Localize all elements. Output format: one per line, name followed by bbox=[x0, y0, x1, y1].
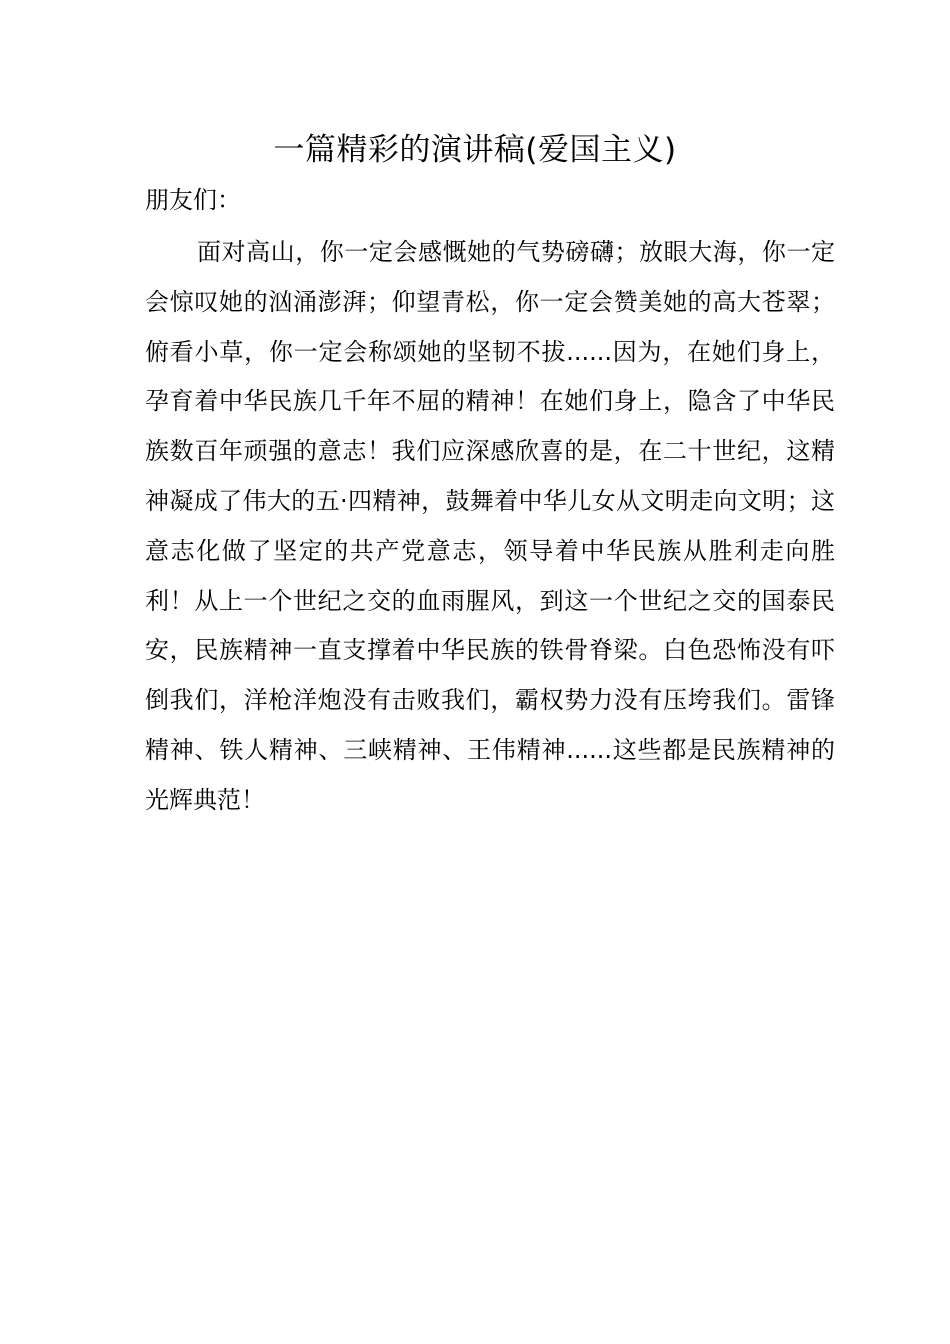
page-title: 一篇精彩的演讲稿(爱国主义) bbox=[273, 132, 677, 168]
body-paragraph: 面对高山，你一定会感慨她的气势磅礴；放眼大海，你一定会惊叹她的汹涌澎湃；仰望青松，你一定会赞美她的高大苍翠；俯看小草，你一定会称颂她的坚韧不拔......因为，在她们身上，孕育着中华民族几千年不屈的精神！在她们身上，隐含了中华民族数百年顽强的意志！我们应深感欣喜的是，在二十世纪，这精神凝成了伟大的五·四精神，鼓舞着中华儿女从文明走向文明；这意志化做了坚定的共产党意志，领导着中华民族从胜利走向胜利！从上一个世纪之交的血雨腥风，到这一个世纪之交的国泰民安，民族精神一直支撑着中华民族的铁骨脊梁。白色恐怖没有吓倒我们，洋枪洋炮没有击败我们，霸权势力没有压垮我们。雷锋精神、铁人精神、三峡精神、王伟精神......这些都是民族精神的光辉典范！ bbox=[145, 238, 835, 814]
salutation: 朋友们： bbox=[145, 186, 241, 214]
